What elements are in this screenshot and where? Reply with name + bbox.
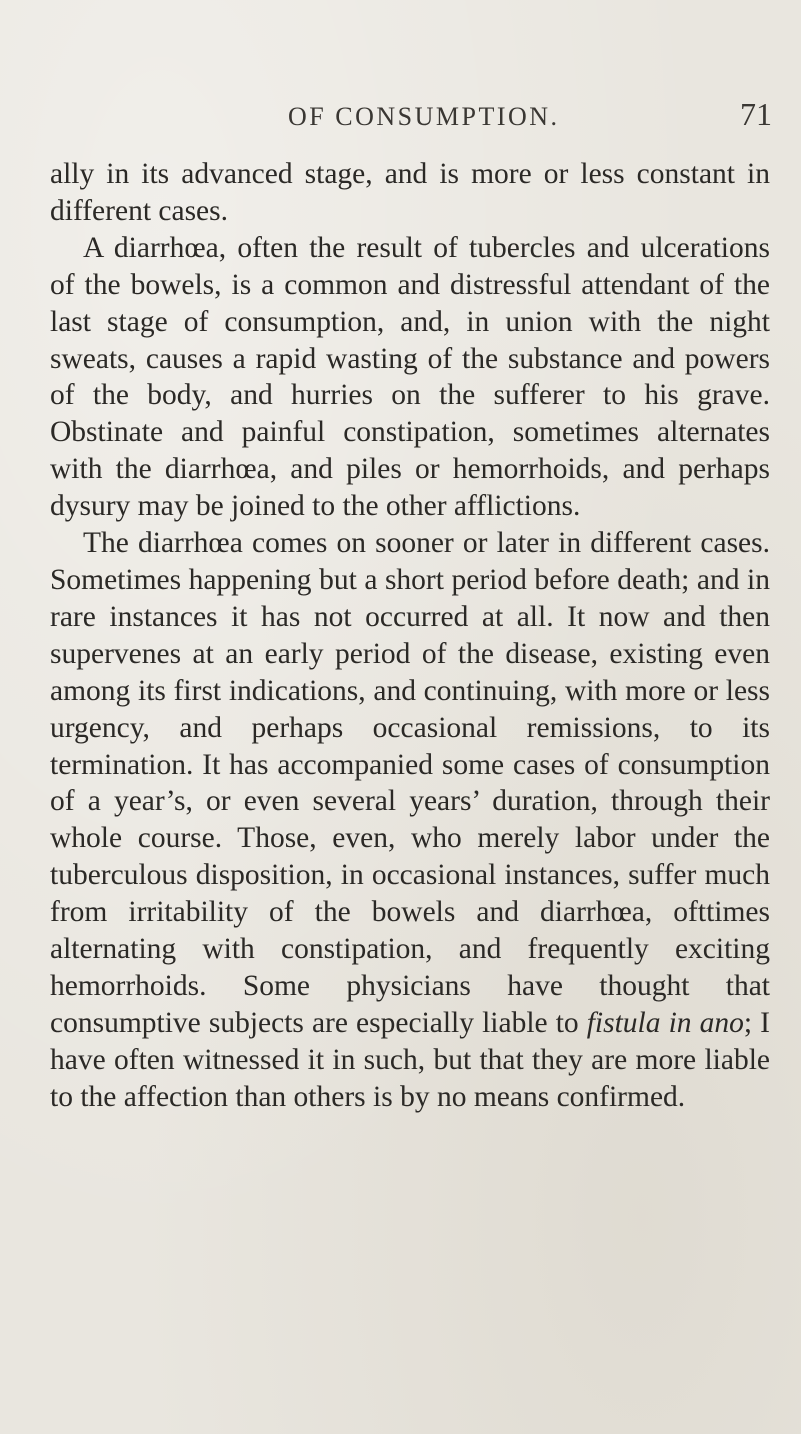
latin-term-italic: fistula in ano bbox=[586, 1006, 744, 1039]
body-text bbox=[50, 156, 770, 1116]
paragraph-diarrhoea-symptoms: A diarrhœa, often the result of tubercles and ulcerations of the bowels, is a common and distressful attendant of the last stage of consumption, and, in union with the night sweats, causes a rapid wasting of the substance and powers of the body, and hurries on the sufferer to his grave. Obstinate and painful constipation, sometimes alternates with the diarrhœa, and piles or hemorrhoids, and perhaps dysury may be joined to the other afflictions. bbox=[50, 231, 770, 523]
paragraph-diarrhoea-onset bbox=[50, 525, 770, 1116]
paragraph-text-after-italic: ; I have often witnessed it in such, but that they are more liable to the affection than others is by no means confirmed. bbox=[50, 1006, 770, 1113]
running-title: OF CONSUMPTION. bbox=[288, 102, 560, 131]
page-number: 71 bbox=[740, 96, 772, 132]
paragraph-continuation: ally in its advanced stage, and is more or less constant in different cases. bbox=[50, 158, 770, 227]
paragraph-text-before-italic: The diarrhœa comes on sooner or later in different cases. Sometimes happening but a short period before death; and in rare instances it has not occurred at all. It now and then supervenes at an early period of the disease, existing even among its first indications, and continuing, with more or less urgency, and perhaps occasional remissions, to its termination. It has accompanied some cases of consumption of a year’s, or even several years’ duration, through their whole course. Those, even, who merely labor under the tuberculous disposition, in occasional instances, suffer much from irritability of the bowels and diarrhœa, ofttimes alternating with constipation, and frequently exciting hemorrhoids. Some physicians have thought that consumptive subjects are especially liable to bbox=[50, 527, 770, 1039]
running-head bbox=[0, 96, 801, 140]
